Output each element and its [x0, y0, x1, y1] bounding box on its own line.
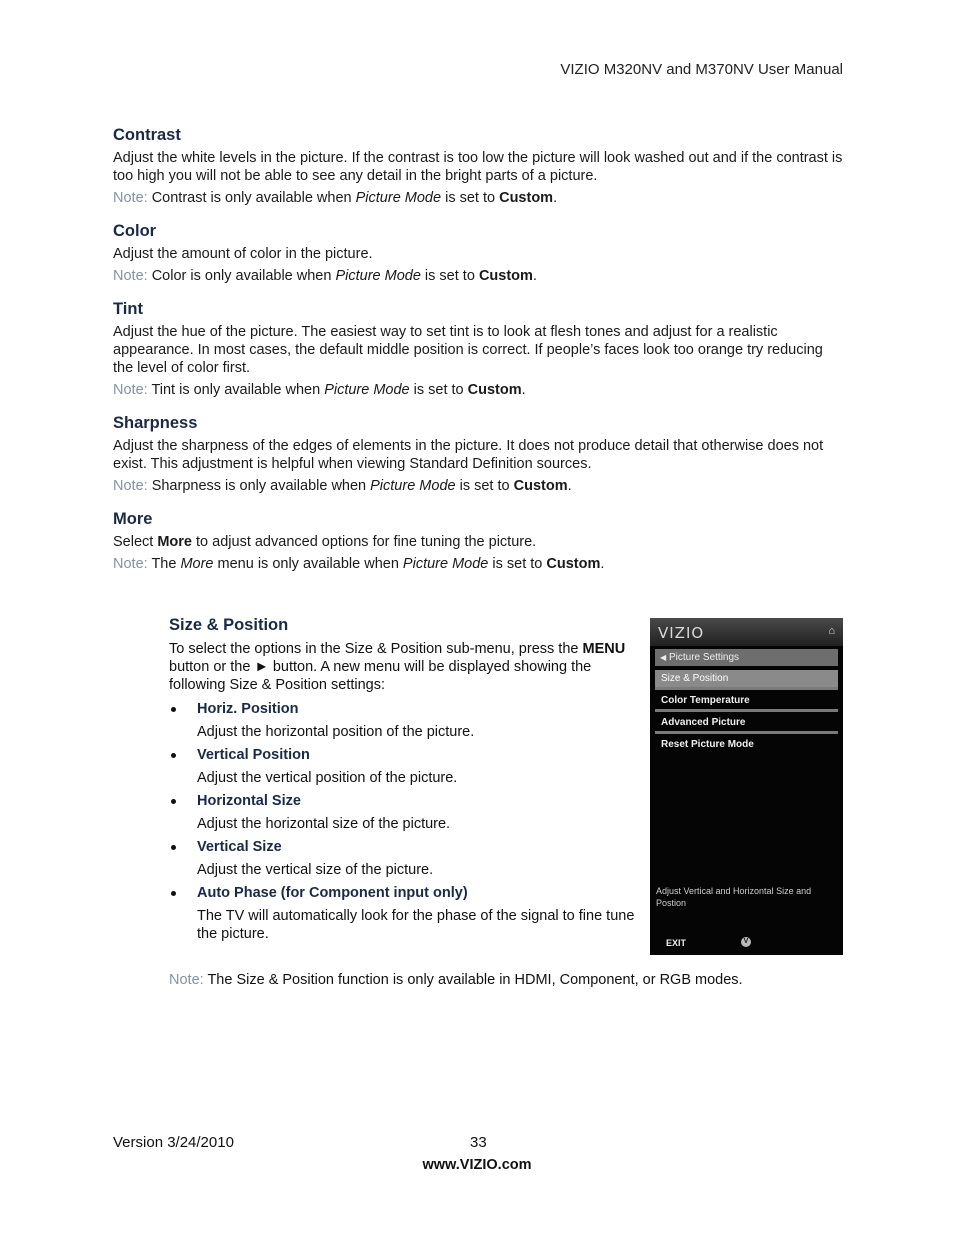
note-text: is set to	[409, 382, 468, 398]
section-note	[113, 555, 843, 573]
bullet-icon	[171, 845, 176, 850]
list-item	[169, 746, 637, 787]
note-text: is set to	[441, 190, 500, 206]
menu-divider	[655, 731, 838, 734]
page-header: VIZIO M320NV and M370NV User Manual	[560, 61, 843, 78]
body-text: to adjust advanced options for fine tuning the picture.	[192, 534, 537, 550]
note-mode: Picture Mode	[324, 382, 410, 398]
section-sharpness	[113, 414, 843, 495]
section-note	[113, 189, 843, 207]
section-title: Color	[113, 222, 157, 240]
note-value: Custom	[467, 382, 522, 398]
note-value: Custom	[546, 556, 601, 572]
note-label: Note:	[113, 556, 148, 572]
note-text: The Size & Position function is only available in HDMI, Component, or RGB modes.	[203, 972, 743, 988]
tv-menu-header	[655, 649, 838, 666]
section-title: Contrast	[113, 126, 181, 144]
list-item	[169, 700, 637, 741]
item-title: Vertical Position	[197, 747, 310, 763]
main-content	[113, 126, 843, 588]
note-menu: More	[180, 556, 214, 572]
note-value: Custom	[478, 268, 533, 284]
note-value: Custom	[513, 478, 568, 494]
note-text: Sharpness is only available when	[147, 478, 371, 494]
tv-menu-item-selected: Size & Position	[655, 670, 838, 687]
back-arrow-icon: ◀	[660, 653, 667, 662]
note-label: Note:	[113, 190, 148, 206]
size-position-text	[169, 616, 637, 948]
section-body	[113, 533, 843, 551]
section-more	[113, 510, 843, 573]
settings-list	[169, 700, 637, 943]
bullet-icon	[171, 799, 176, 804]
tv-menu-item: Advanced Picture	[661, 717, 746, 728]
header-label: Picture Settings	[669, 652, 740, 663]
section-title: More	[113, 510, 153, 528]
subsection-intro	[169, 640, 637, 694]
note-value: Custom	[499, 190, 554, 206]
body-bold: More	[157, 534, 192, 550]
note-text: is set to	[488, 556, 547, 572]
tv-menu-screenshot	[650, 618, 843, 955]
section-note	[113, 477, 843, 495]
intro-text: button or the ► button. A new menu will be displayed showing the following Size & Position settings:	[169, 659, 592, 693]
note-text: is set to	[420, 268, 479, 284]
section-body: Adjust the hue of the picture. The easiest way to set tint is to look at flesh tones and adjust for a realistic appearance. In most cases, the default middle position is correct. If people’s faces look too orange try reducing the level of color first.	[113, 324, 823, 376]
section-body: Adjust the sharpness of the edges of elements in the picture. It does not produce detail that otherwise does not exist. This adjustment is helpful when viewing Standard Definition sources.	[113, 438, 824, 472]
item-title: Horizontal Size	[197, 793, 301, 809]
note-label: Note:	[113, 382, 148, 398]
tv-menu-item: Reset Picture Mode	[661, 739, 754, 750]
note-mode: Picture Mode	[402, 556, 489, 572]
item-desc: Adjust the vertical position of the picture.	[197, 770, 458, 786]
page-number: 33	[470, 1134, 487, 1151]
size-position-section	[169, 616, 849, 956]
tv-menu-exit: EXIT	[666, 938, 687, 948]
intro-menu: MENU	[582, 641, 626, 657]
section-tint	[113, 300, 843, 399]
note-mode: Picture Mode	[370, 478, 456, 494]
item-desc: The TV will automatically look for the phase of the signal to fine tune the picture.	[197, 908, 635, 942]
note-text: .	[567, 478, 572, 494]
note-text: Color is only available when	[147, 268, 336, 284]
note-text: .	[553, 190, 558, 206]
note-label: Note:	[113, 478, 148, 494]
section-note	[113, 267, 843, 285]
section-body: Adjust the amount of color in the picture.	[113, 246, 373, 262]
vizio-logo: VIZIO	[658, 624, 705, 642]
note-text: The	[147, 556, 181, 572]
item-desc: Adjust the horizontal size of the picture.	[197, 816, 451, 832]
note-label: Note:	[113, 268, 148, 284]
item-desc: Adjust the horizontal position of the picture.	[197, 724, 475, 740]
list-item	[169, 792, 637, 833]
tv-menu-item: Color Temperature	[661, 695, 750, 706]
bottom-note	[169, 971, 743, 989]
bullet-icon	[171, 753, 176, 758]
bullet-icon	[171, 707, 176, 712]
section-title: Sharpness	[113, 414, 198, 432]
note-text: is set to	[455, 478, 514, 494]
note-text: .	[521, 382, 526, 398]
tv-menu-help: Adjust Vertical and Horizontal Size and Postion	[656, 886, 812, 908]
body-text: Select	[113, 534, 158, 550]
note-mode: Picture Mode	[355, 190, 442, 206]
note-label: Note:	[169, 972, 204, 988]
note-text: .	[532, 268, 537, 284]
note-text: .	[600, 556, 605, 572]
menu-divider	[655, 709, 838, 712]
menu-divider	[655, 687, 838, 690]
section-title: Tint	[113, 300, 143, 318]
list-item	[169, 884, 637, 943]
item-title: Auto Phase (for Component input only)	[197, 885, 468, 901]
v-button-icon: V	[741, 937, 751, 947]
item-desc: Adjust the vertical size of the picture.	[197, 862, 434, 878]
tv-menu-topbar	[650, 618, 843, 646]
intro-text: To select the options in the Size & Position sub-menu, press the	[169, 641, 583, 657]
footer-url: www.VIZIO.com	[422, 1157, 532, 1173]
note-text: Contrast is only available when	[147, 190, 356, 206]
item-title: Horiz. Position	[197, 701, 299, 717]
section-color	[113, 222, 843, 285]
footer-version: Version 3/24/2010	[113, 1134, 234, 1151]
item-title: Vertical Size	[197, 839, 282, 855]
note-text: menu is only available when	[213, 556, 403, 572]
note-text: Tint is only available when	[147, 382, 325, 398]
list-item	[169, 838, 637, 879]
section-contrast	[113, 126, 843, 207]
note-mode: Picture Mode	[335, 268, 421, 284]
section-body: Adjust the white levels in the picture. If the contrast is too low the picture will look washed out and if the contrast is too high you will not be able to see any detail in the bright parts of a picture.	[113, 150, 843, 184]
subsection-title: Size & Position	[169, 616, 289, 634]
section-note	[113, 381, 843, 399]
bullet-icon	[171, 891, 176, 896]
house-icon: ⌂	[828, 625, 835, 637]
